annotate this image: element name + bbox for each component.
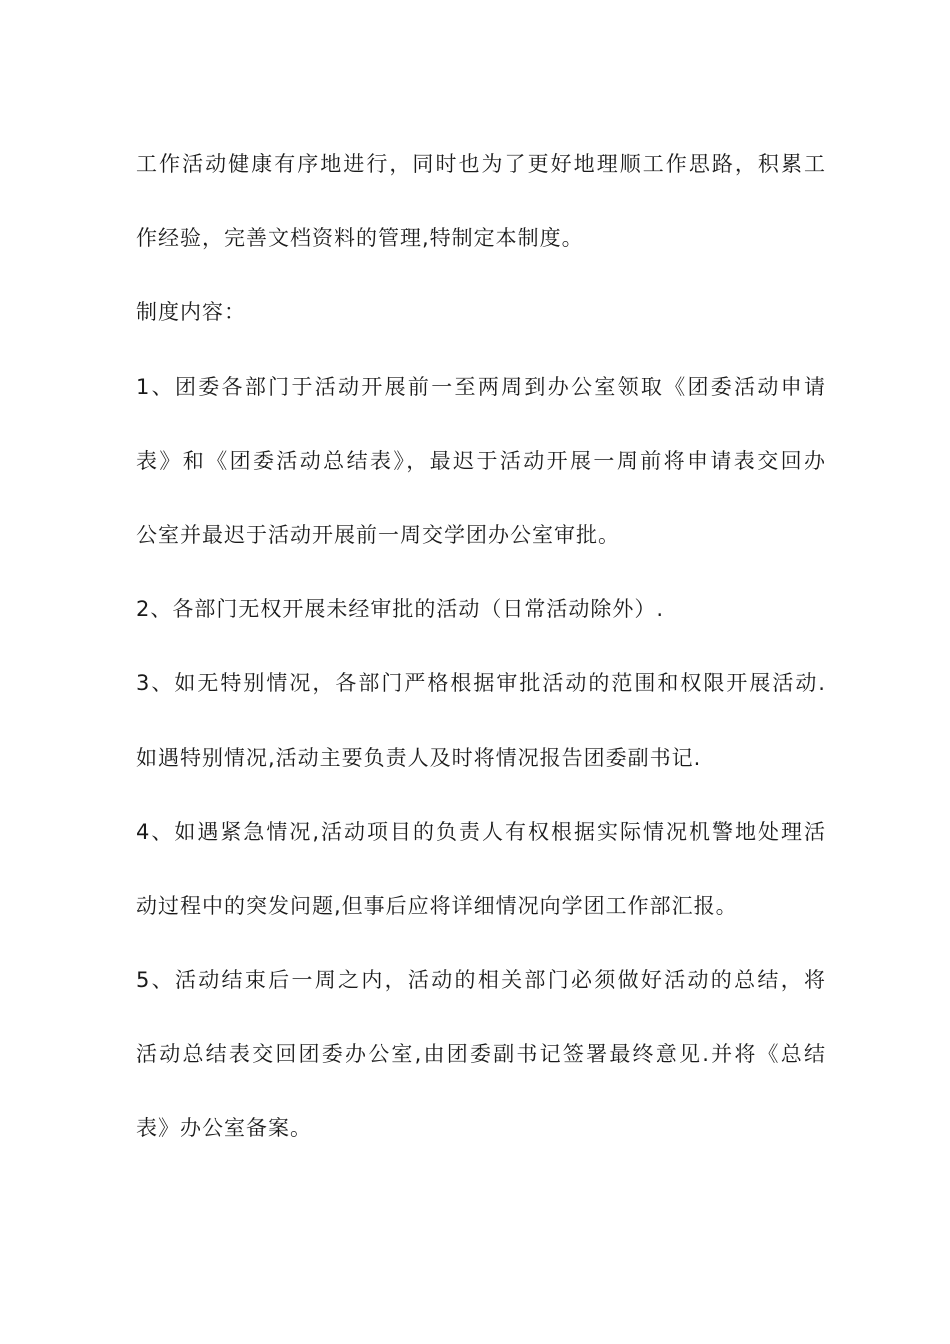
document-body [136,142,826,1181]
item-5-line-2: 活动总结表交回团委办公室,由团委副书记签署最终意见.并将《总结 [136,1042,826,1067]
item-2-line-1: 2、各部门无权开展未经审批的活动（日常活动除外）. [136,597,665,622]
item-3-line-1: 3、如无特别情况，各部门严格根据审批活动的范围和权限开展活动. [136,671,826,696]
section-heading: 制度内容： [136,300,246,325]
text-line-1: 工作活动健康有序地进行，同时也为了更好地理顺工作思路，积累工 [136,152,826,176]
item-1-line-3: 公室并最迟于活动开展前一周交学团办公室审批。 [136,522,620,547]
item-5-line-3: 表》办公室备案。 [136,1116,312,1141]
item-3-line-2: 如遇特别情况,活动主要负责人及时将情况报告团委副书记. [136,745,702,770]
text-line-2: 作经验，完善文档资料的管理,特制定本制度。 [136,226,584,251]
item-4-line-1: 4、如遇紧急情况,活动项目的负责人有权根据实际情况机警地处理活 [136,819,826,844]
item-4-line-2: 动过程中的突发问题,但事后应将详细情况向学团工作部汇报。 [136,893,738,918]
item-1-line-1: 1、团委各部门于活动开展前一至两周到办公室领取《团委活动申请 [136,374,826,399]
item-1-line-2: 表》和《团委活动总结表》，最迟于活动开展一周前将申请表交回办 [136,448,826,473]
item-5-line-1: 5、活动结束后一周之内，活动的相关部门必须做好活动的总结，将 [136,968,826,993]
